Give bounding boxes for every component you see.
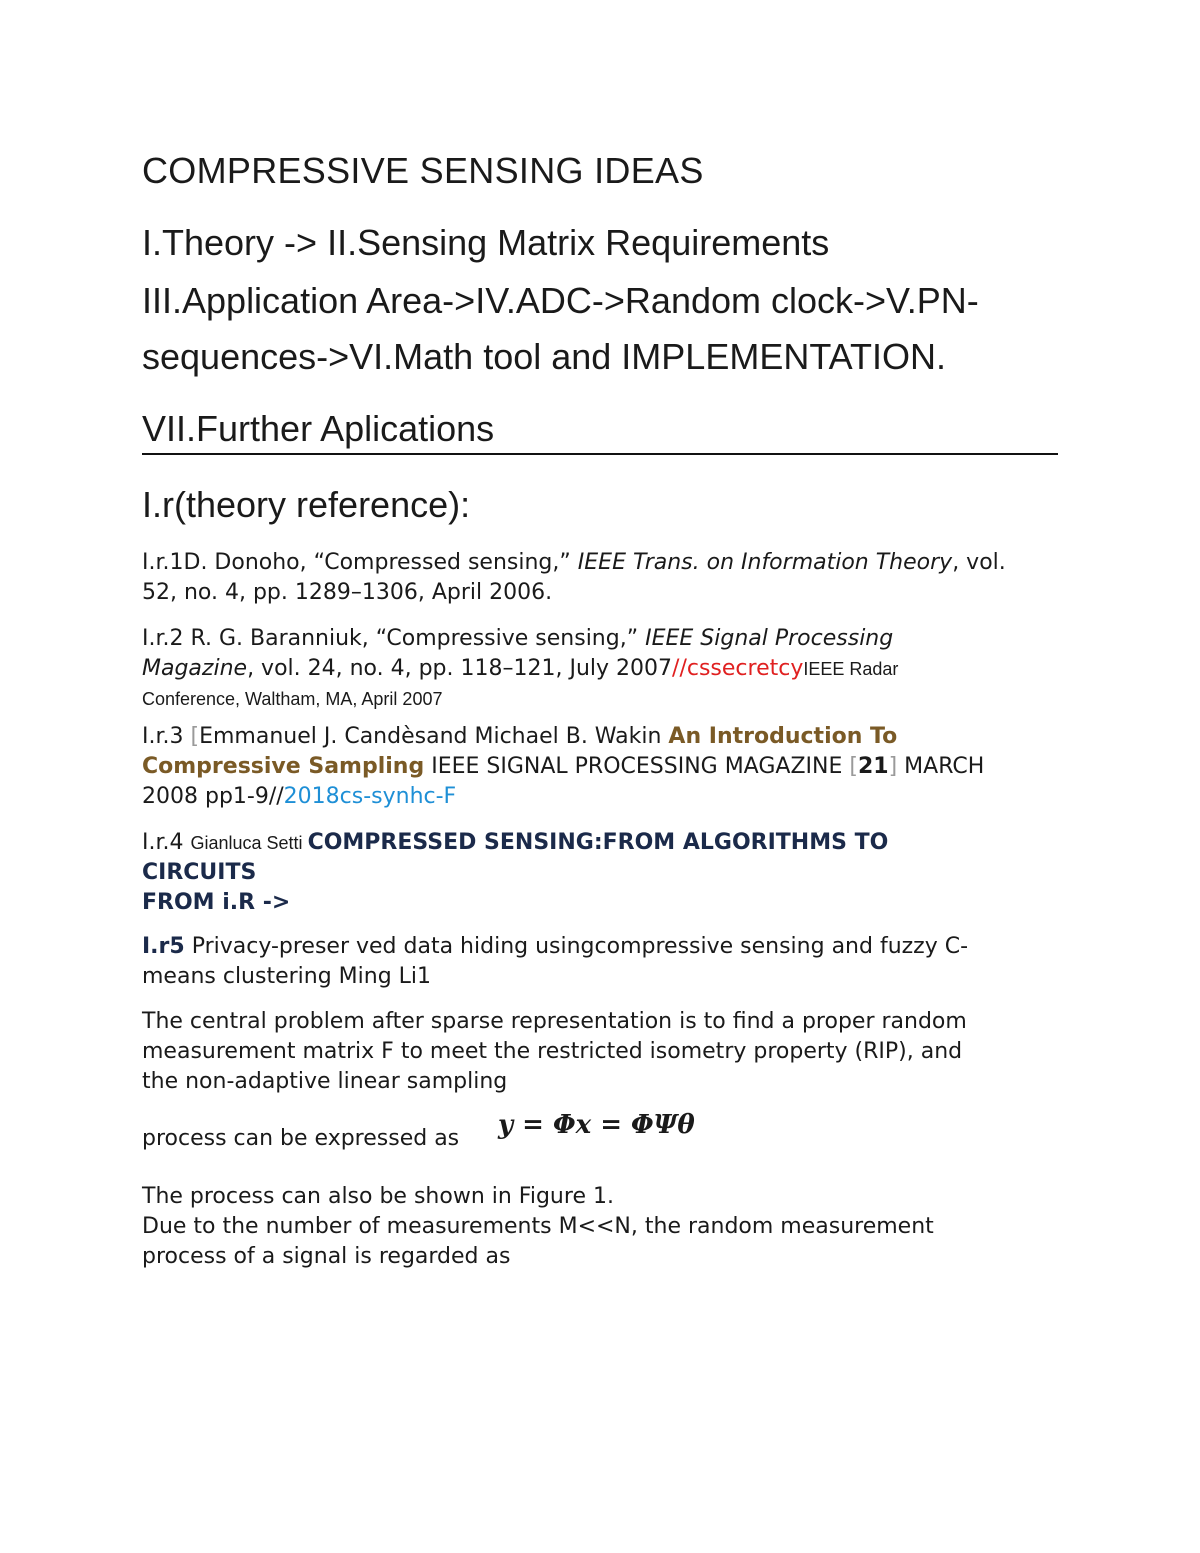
outline-line-4: VII.Further Aplications [142,408,495,449]
reference-4-author: Gianluca Setti [190,833,308,853]
outline-line-3: sequences->VI.Math tool and IMPLEMENTATION. [142,336,946,377]
reference-5-text-cont: means clustering Ming Li1 [142,964,432,989]
reference-3-title: An Introduction To [668,724,898,749]
reference-3-line-3 [142,782,1060,812]
body-paragraph-1 [142,1007,1060,1097]
reference-3-pages: 2008 pp1-9// [142,784,284,809]
reference-1-journal: IEEE Trans. on Information Theory [577,550,953,575]
reference-1-line-2: 52, no. 4, pp. 1289–1306, April 2006. [142,580,553,605]
reference-4 [142,828,1060,918]
reference-3-line-1 [142,722,1060,752]
reference-4-title-cont: CIRCUITS [142,860,257,885]
reference-2-journal: IEEE Signal Processing [645,626,894,651]
body-paragraph-1-line-2: measurement matrix F to meet the restricted isometry property (RIP), and [142,1039,963,1064]
reference-1-prefix: I.r.1D. Donoho, “Compressed sensing,” [142,550,578,575]
reference-3-issue-close: ] [888,754,898,779]
reference-3-issue-open: [ [849,754,858,779]
body-paragraph-1-line-3: the non-adaptive linear sampling [142,1069,508,1094]
body-paragraph-3-text: The process can also be shown in Figure 1. [142,1184,614,1209]
reference-3-magazine: IEEE SIGNAL PROCESSING MAGAZINE [424,754,850,779]
reference-1 [142,548,1060,608]
section-heading: I.r(theory reference): [142,484,471,525]
reference-3-month: MARCH [897,754,985,779]
reference-3-title-cont: Compressive Sampling [142,754,425,779]
outline-line-2: III.Application Area->IV.ADC->Random clock->V.PN- [142,280,979,321]
body-paragraph-4-line-1: Due to the number of measurements M<<N, the random measurement [142,1214,934,1239]
body-paragraph-1-line-1: The central problem after sparse representation is to find a proper random [142,1009,967,1034]
reference-4-prefix: I.r.4 [142,830,191,855]
reference-2-note-cont: Conference, Waltham, MA, April 2007 [142,689,443,709]
reference-3-bracket: [ [190,724,200,749]
reference-2-note: IEEE Radar [803,659,899,679]
reference-2-prefix: I.r.2 R. G. Baranniuk, “Compressive sensing,” [142,626,646,651]
reference-3-issue: 21 [857,754,889,779]
horizontal-rule [142,453,1058,455]
reference-3-link[interactable]: 2018cs-synhc-F [283,784,457,809]
reference-2-link[interactable]: //cssecretcy [672,656,804,681]
reference-3-prefix: I.r.3 [142,724,191,749]
reference-2-details: , vol. 24, no. 4, pp. 118–121, July 2007 [247,656,673,681]
reference-4-title: COMPRESSED SENSING:FROM ALGORITHMS TO [307,830,889,855]
reference-2-line-2 [142,654,1060,684]
reference-2-journal-cont: Magazine [142,656,248,681]
reference-4-from: FROM i.R -> [142,890,291,915]
reference-4-line-1 [142,828,1060,858]
reference-1-rest: , vol. [952,550,1006,575]
body-paragraph-4-line-2: process of a signal is regarded as [142,1244,511,1269]
reference-1-line-1 [142,548,1060,578]
reference-5 [142,932,1060,992]
equation: y = Φx = ΦΨθ [498,1110,695,1140]
reference-3-authors: Emmanuel J. Candèsand Michael B. Wakin [199,724,669,749]
reference-5-line-1 [142,932,1060,962]
document-title: COMPRESSIVE SENSING IDEAS [142,150,704,191]
reference-5-label: I.r5 [142,934,185,959]
body-paragraph-2-text: process can be expressed as [142,1126,460,1151]
reference-2-line-1 [142,624,1060,654]
outline-line-1: I.Theory -> II.Sensing Matrix Requirements [142,222,830,263]
body-paragraph-3 [142,1182,1060,1272]
reference-3-line-2 [142,752,1060,782]
reference-2 [142,624,1060,714]
reference-3 [142,722,1060,812]
reference-5-text: Privacy-preser ved data hiding usingcompressive sensing and fuzzy C- [184,934,969,959]
body-paragraph-2 [142,1110,1060,1154]
